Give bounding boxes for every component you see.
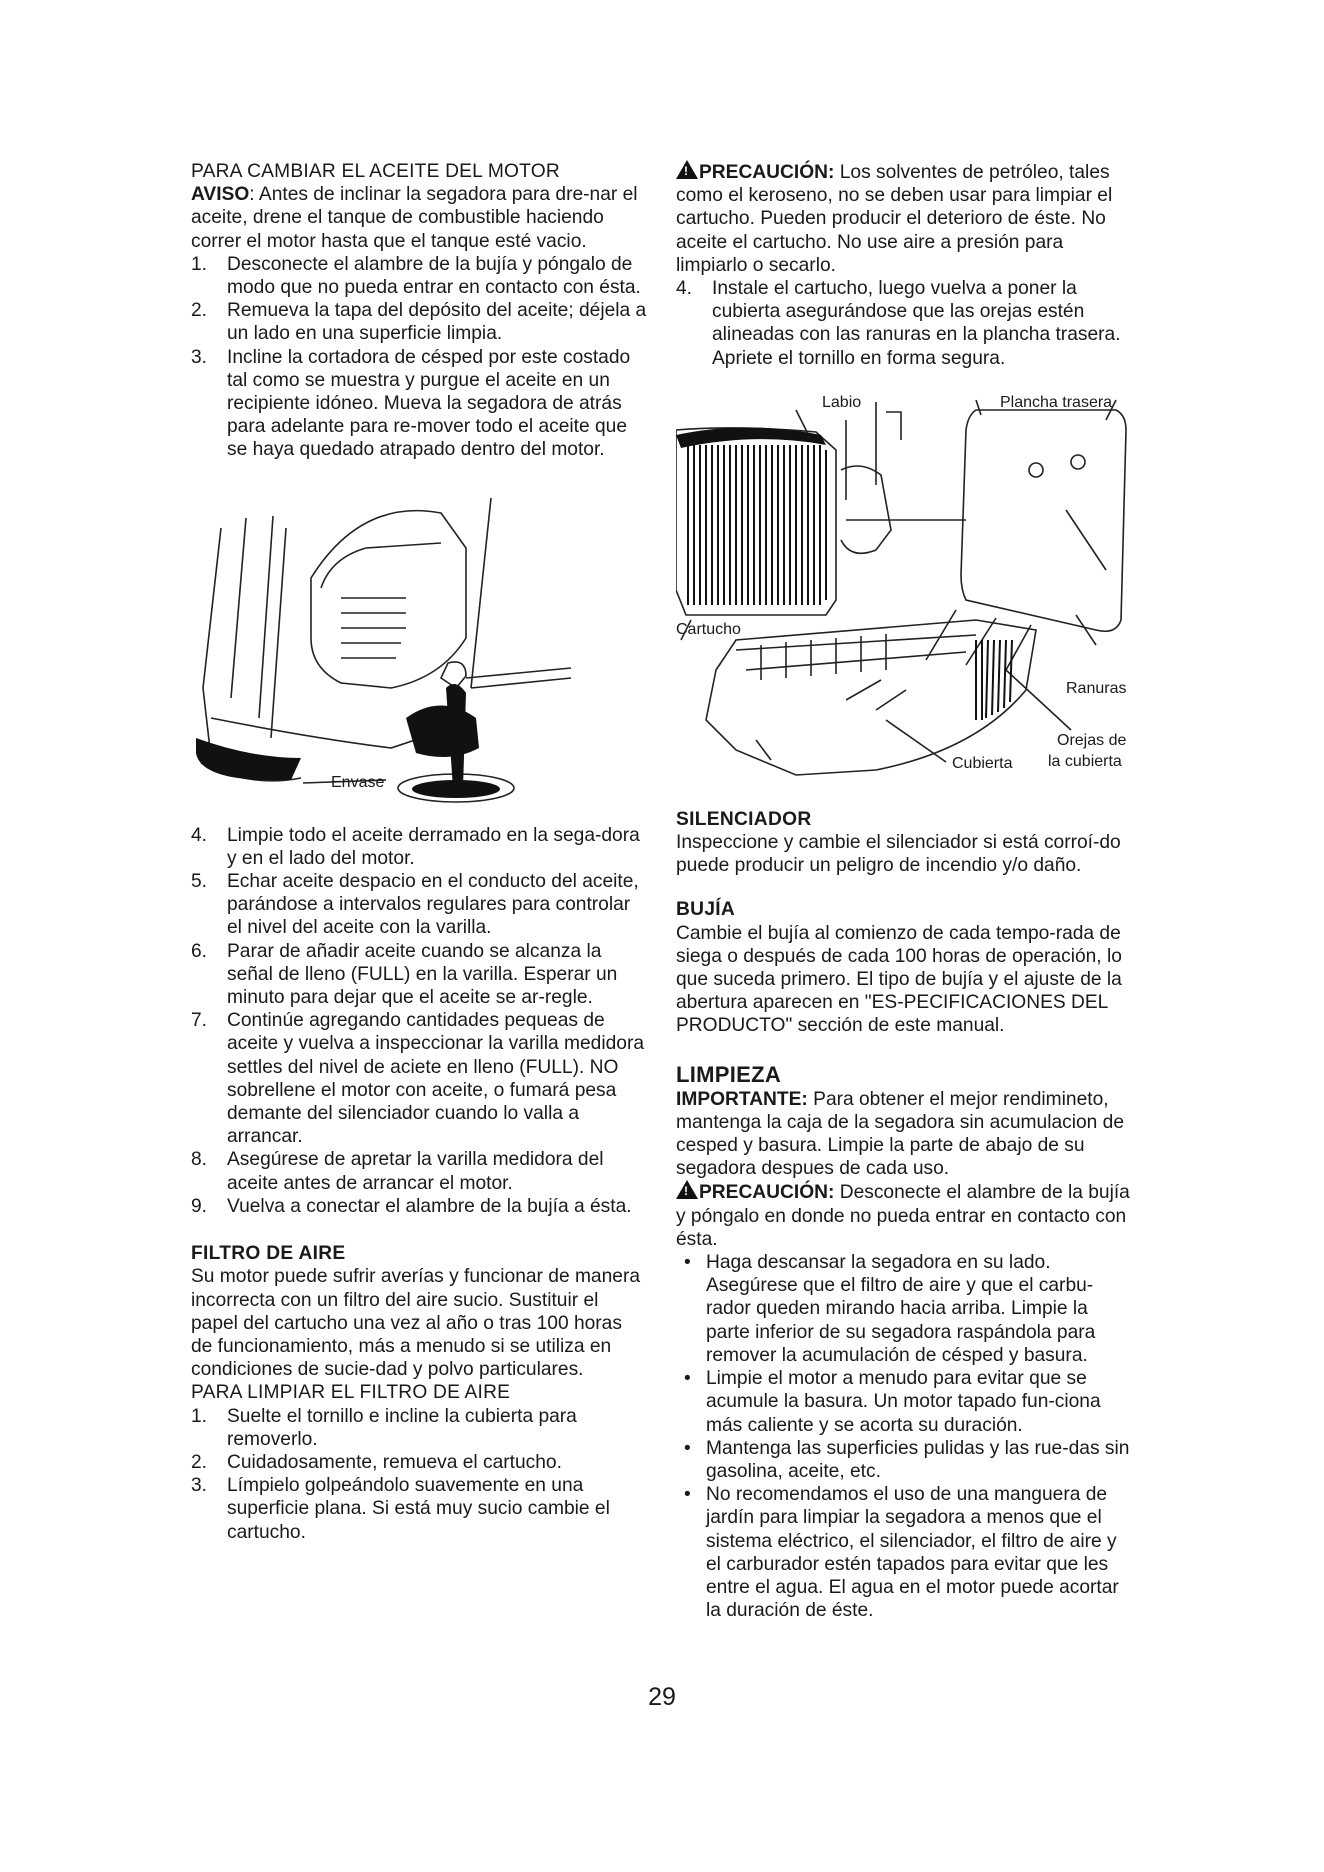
list-item	[676, 1437, 1133, 1483]
step-text: Continúe agregando cantidades pequeas de aceite y vuelva a inspeccionar la varilla medidora settles del nivel de aciete en lleno (FULL). NO sobrellene el motor con aceite, o fumará pesa demante del silenciador cuando lo valla a arrancar.	[227, 1010, 645, 1148]
heading-clean-filter: PARA LIMPIAR EL FILTRO DE AIRE	[191, 1382, 511, 1404]
bullet-text: Mantenga las superficies pulidas y las rue-das sin gasolina, aceite, etc.	[706, 1437, 1130, 1482]
heading-change-oil: PARA CAMBIAR EL ACEITE DEL MOTOR	[191, 161, 560, 182]
oil-steps-list-a	[191, 253, 648, 462]
label-cubierta: Cubierta	[952, 754, 1013, 772]
oil-steps-list-b	[191, 824, 648, 1218]
list-item	[676, 1367, 1133, 1437]
label-orejas-1: Orejas de	[1057, 731, 1127, 749]
step-number: 1.	[191, 253, 208, 275]
caution2-text: Desconecte el alambre de la bujía y póngalo en donde no pueda entrar en contacto con ésta.	[676, 1182, 1130, 1250]
cleaning-bullets	[676, 1251, 1133, 1622]
list-item	[191, 253, 648, 299]
spark-plug-text: Cambie el bujía al comienzo de cada tempo-rada de siega o después de cada 100 horas de operación, lo que suceda primero. El tipo de bujía y el ajuste de la abertura aparecen en "ES-PECIFICACIONES DEL PRODUCTO" sección de este manual.	[676, 922, 1122, 1037]
air-filter-illustration	[676, 390, 1136, 790]
aviso-label: AVISO	[191, 184, 250, 206]
caution-label: PRECAUCIÓN:	[699, 162, 835, 183]
bullet-icon: •	[684, 1437, 691, 1459]
list-item	[191, 346, 648, 462]
step-number: 5.	[191, 871, 208, 893]
caution-paragraph	[676, 160, 1133, 277]
step-number: 3.	[191, 346, 208, 368]
list-item	[191, 299, 648, 345]
right-column	[676, 160, 1133, 1622]
step-text: Instale el cartucho, luego vuelva a poner la cubierta asegurándose que las orejas estén alineadas con las ranuras en la plancha trasera. Apriete el tornillo en forma segura.	[712, 278, 1121, 369]
list-item	[191, 1009, 648, 1148]
list-item	[191, 870, 648, 940]
air-filter-drawing	[676, 390, 1136, 790]
heading-air-filter: FILTRO DE AIRE	[191, 1243, 346, 1265]
list-item	[191, 1148, 648, 1194]
caution2-label: PRECAUCIÓN:	[699, 1182, 835, 1204]
heading-muffler: SILENCIADOR	[676, 808, 812, 830]
list-item	[191, 1474, 648, 1544]
list-item	[676, 1483, 1133, 1622]
list-item	[191, 940, 648, 1010]
step-number: 9.	[191, 1195, 208, 1217]
bullet-text: Haga descansar la segadora en su lado. Asegúrese que el filtro de aire y que el carbu-rador queden mirando hacia arriba. Limpie la parte inferior de su segadora raspándola para remover la acumulación de césped y basura.	[706, 1252, 1096, 1366]
step-text: Cuidadosamente, remueva el cartucho.	[227, 1451, 562, 1473]
step-text: Parar de añadir aceite cuando se alcanza la señal de lleno (FULL) en la varilla. Esperar un minuto para dejar que el aceite se ar-regle.	[227, 940, 618, 1009]
step-text: Vuelva a conectar el alambre de la bujía a ésta.	[227, 1195, 632, 1217]
label-labio: Labio	[822, 393, 862, 411]
important-text: Para obtener el mejor rendimineto, mantenga la caja de la segadora sin acumulacion de cesped y basura. Limpie la parte de abajo de su segadora despues de cada uso.	[676, 1088, 1125, 1180]
warning-icon	[676, 160, 698, 179]
step-number: 7.	[191, 1010, 208, 1032]
label-cartucho: Cartucho	[676, 620, 741, 638]
oil-drain-illustration	[191, 488, 648, 808]
step-text: Incline la cortadora de césped por este costado tal como se muestra y purgue el aceite en un recipiente idóneo. Mueva la segadora de atrás para adelante para re-mover todo el aceite que se haya quedado atrapado dentro del motor.	[227, 346, 631, 461]
muffler-text: Inspeccione y cambie el silenciador si está corroí-do puede producir un peligro de incendio y/o daño.	[676, 832, 1121, 877]
aviso-text: : Antes de inclinar la segadora para dre-nar el aceite, drene el tanque de combustible haciendo correr el motor hasta que el tanque esté vacio.	[191, 184, 638, 252]
oil-drain-drawing	[191, 488, 648, 808]
list-item	[191, 824, 648, 870]
bullet-icon: •	[684, 1368, 691, 1390]
step-text: Desconecte el alambre de la bujía y póngalo de modo que no pueda entrar en contacto con ésta.	[227, 253, 641, 299]
heading-spark-plug: BUJÍA	[676, 899, 736, 921]
bullet-icon: •	[684, 1252, 691, 1274]
step-number: 2.	[191, 1451, 208, 1473]
step-text: Límpielo golpeándolo suavemente en una superficie plana. Si está muy sucio cambie el cartucho.	[227, 1475, 610, 1543]
bullet-text: No recomendamos el uso de una manguera de jardín para limpiar la segadora a menos que el sistema eléctrico, el silenciador, el filtro de aire y el carburador estén tapados para evitar que les entre el agua. El agua en el motor puede acortar la duración de éste.	[706, 1484, 1119, 1622]
bullet-icon: •	[684, 1484, 691, 1506]
list-item	[191, 1405, 648, 1451]
list-item	[191, 1195, 648, 1218]
warning-icon	[676, 1180, 698, 1199]
step-number: 8.	[191, 1149, 208, 1171]
step-text: Echar aceite despacio en el conducto del aceite, parándose a intervalos regulares para controlar el nivel del aceite con la varilla.	[227, 871, 639, 939]
caution2-paragraph	[676, 1180, 1133, 1251]
heading-cleaning: LIMPIEZA	[676, 1061, 782, 1087]
aviso-paragraph	[191, 183, 648, 253]
list-item	[191, 1451, 648, 1474]
label-ranuras: Ranuras	[1066, 679, 1127, 697]
caution-text: Los solventes de petróleo, tales como el keroseno, no se deben usar para limpiar el cartucho. Pueden producir el deterioro de éste. No aceite el cartucho. No use aire a presión para limpiarlo o secarlo.	[676, 162, 1113, 276]
filter-steps-list-d	[676, 277, 1133, 370]
step-number: 4.	[191, 824, 208, 846]
step-text: Suelte el tornillo e incline la cubierta para removerlo.	[227, 1405, 577, 1450]
step-number: 4.	[676, 278, 693, 300]
label-orejas-2: la cubierta	[1048, 752, 1122, 770]
bullet-text: Limpie el motor a menudo para evitar que se acumule la basura. Un motor tapado fun-ciona más caliente y se acorta su duración.	[706, 1368, 1101, 1436]
step-number: 3.	[191, 1475, 208, 1497]
label-plancha-trasera: Plancha trasera	[1000, 393, 1113, 411]
step-number: 1.	[191, 1405, 208, 1427]
page-number: 29	[648, 1683, 676, 1711]
important-label: IMPORTANTE:	[676, 1088, 808, 1110]
step-number: 2.	[191, 300, 208, 322]
step-text: Asegúrese de apretar la varilla medidora del aceite antes de arrancar el motor.	[227, 1149, 604, 1194]
step-number: 6.	[191, 940, 208, 962]
left-column	[191, 160, 648, 1544]
list-item	[676, 277, 1133, 370]
step-text: Limpie todo el aceite derramado en la sega-dora y en el lado del motor.	[227, 824, 640, 869]
step-text: Remueva la tapa del depósito del aceite; déjela a un lado en una superficie limpia.	[227, 300, 647, 345]
filter-steps-list	[191, 1405, 648, 1544]
label-envase: Envase	[331, 773, 385, 791]
list-item	[676, 1251, 1133, 1367]
air-filter-text: Su motor puede sufrir averías y funcionar de manera incorrecta con un filtro del aire sucio. Sustituir el papel del cartucho una vez al año o tras 100 horas de funcionamiento, más a menudo si se utiliza en condiciones de sucie-dad y polvo particulares.	[191, 1266, 641, 1381]
important-paragraph	[676, 1088, 1133, 1181]
